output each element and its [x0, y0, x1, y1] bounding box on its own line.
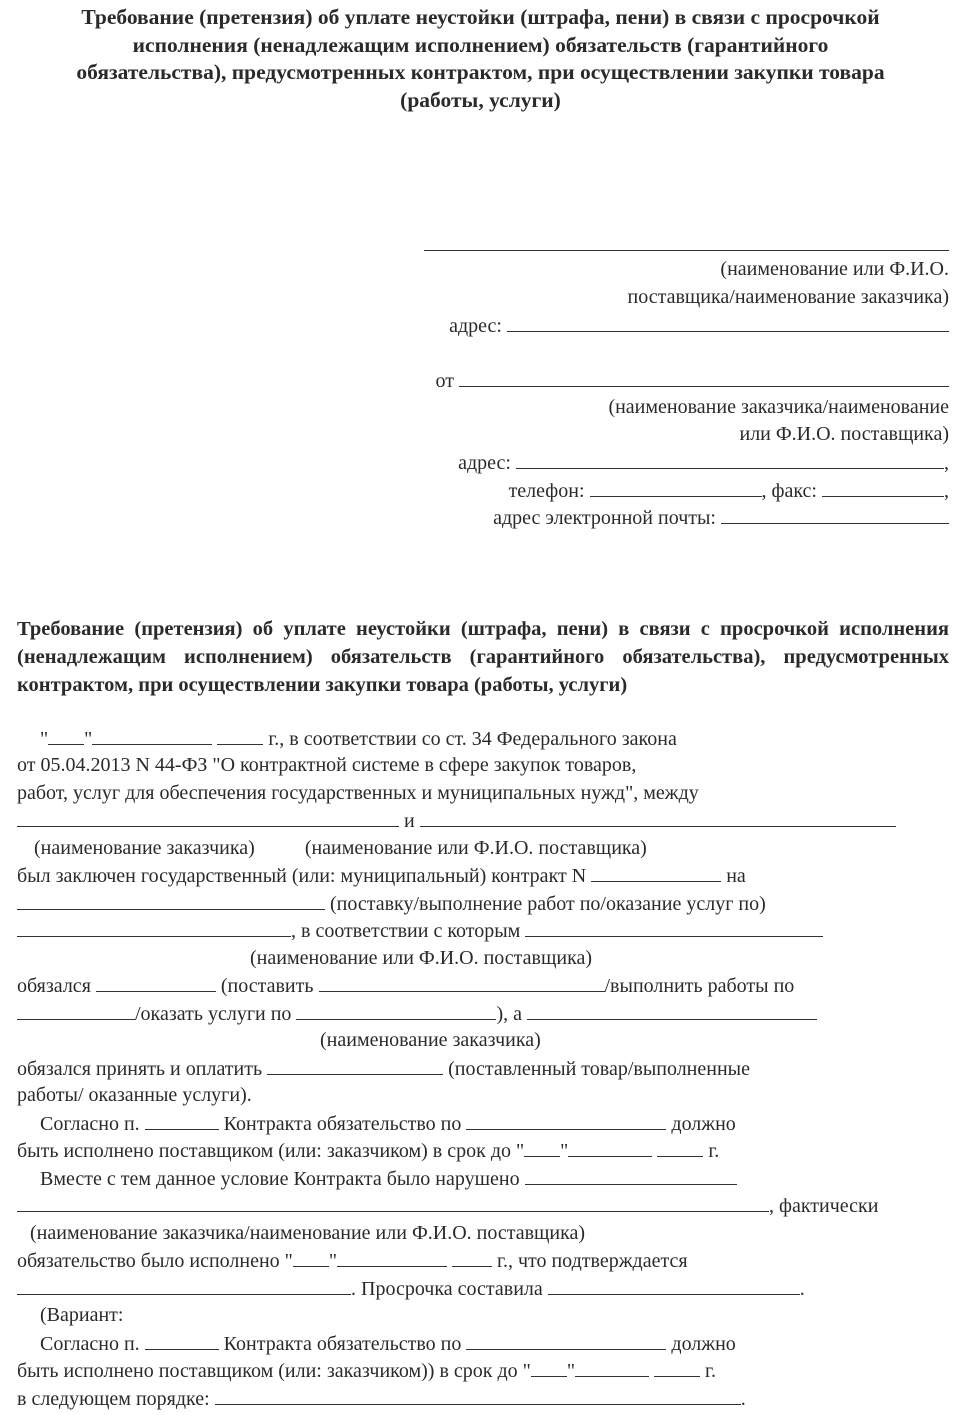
body-line-14: работы/ оказанные услуги). [17, 1084, 252, 1106]
deliver-text: (поставить [220, 975, 314, 997]
perform-text: /выполнить работы по [604, 975, 795, 997]
breach-row [40, 1165, 737, 1193]
confirmed-text: г., что подтверждается [497, 1250, 688, 1272]
period-2: . [740, 1388, 746, 1410]
date-day-field[interactable] [48, 725, 84, 745]
law-reference: г., в соответствии со ст. 34 Федерального закона [268, 728, 677, 750]
actually-row [17, 1192, 878, 1220]
contract-text: был заключен государственный (или: муниципальный) контракт N [17, 865, 587, 887]
body-line-2: от 05.04.2013 N 44-ФЗ "О контрактной системе в сфере закупок товаров, [17, 754, 637, 776]
supplier-name-field-2[interactable] [525, 917, 823, 937]
breach-party-field[interactable] [525, 1165, 737, 1185]
fulfilled-text: обязательство было исполнено " [17, 1250, 293, 1272]
clause-number-field[interactable] [145, 1110, 219, 1130]
quote-close: " [84, 728, 93, 750]
evidence-field[interactable] [17, 1275, 351, 1295]
sender-address-label: адрес: [458, 452, 511, 474]
contract-row [17, 862, 746, 890]
delivered-text: (поставленный товар/выполненные [448, 1058, 750, 1080]
parties-row [17, 807, 896, 835]
date-year-field[interactable] [217, 725, 263, 745]
quote-close-3: " [328, 1250, 337, 1272]
date-row [40, 725, 677, 753]
quote-close-4: " [566, 1360, 575, 1382]
customer-name-field[interactable] [17, 807, 399, 827]
and-a-text: ), а [496, 1003, 522, 1025]
sender-label: от [435, 370, 454, 392]
deadline-row [17, 1137, 719, 1165]
obliged-text: обязался [17, 975, 91, 997]
order-row [17, 1385, 746, 1413]
supplier-hint-2: (наименование или Ф.И.О. поставщика) [250, 947, 593, 969]
deliver-field[interactable] [319, 972, 605, 992]
variant-label: (Вариант: [40, 1304, 124, 1326]
phone-label: телефон: [508, 480, 585, 502]
sender-row [436, 367, 949, 395]
year-abbrev: г. [708, 1140, 720, 1162]
clause-row [40, 1110, 736, 1138]
recipient-name-line [424, 250, 949, 251]
order-field[interactable] [215, 1385, 741, 1405]
customer-hint: (наименование заказчика) [34, 837, 255, 859]
sender-hint-1: (наименование заказчика/наименование [608, 396, 949, 418]
deadline-month-field[interactable] [568, 1137, 652, 1157]
customer-name-field-2[interactable] [527, 1000, 817, 1020]
accordance-row [17, 917, 823, 945]
order-text: в следующем порядке: [17, 1388, 210, 1410]
sender-address-row: адрес: , [458, 449, 949, 477]
parties-hint-row [34, 835, 647, 862]
accordance-text: , в соответствии с которым [291, 920, 521, 942]
deadline-year-field-2[interactable] [654, 1357, 700, 1377]
quote-close-2: " [560, 1140, 569, 1162]
delay-text: . Просрочка составила [351, 1278, 543, 1300]
recipient-address-row [449, 312, 949, 340]
fax-label: , факс: [761, 480, 817, 502]
fulfilled-day-field[interactable] [293, 1247, 329, 1267]
phone-fax-row: телефон: , факс: , [509, 477, 949, 505]
customer-hint-2: (наименование заказчика) [320, 1029, 541, 1051]
sender-name-field[interactable] [459, 367, 949, 387]
party-hint: (наименование заказчика/наименование или Ф.И.О. поставщика) [30, 1222, 586, 1244]
clause-number-field-2[interactable] [145, 1330, 219, 1350]
accept-field[interactable] [267, 1055, 443, 1075]
recipient-name-hint-1: (наименование или Ф.И.О. [720, 258, 949, 280]
works-field[interactable] [17, 1000, 135, 1020]
body-line-3: работ, услуг для обеспечения государственных и муниципальных нужд", между [17, 782, 699, 804]
fulfilled-month-field[interactable] [337, 1247, 447, 1267]
year-abbrev-2: г. [705, 1360, 716, 1382]
supplier-hint: (наименование или Ф.И.О. поставщика) [304, 837, 647, 859]
quote-open: " [40, 728, 49, 750]
accept-row [17, 1055, 750, 1083]
deadline-year-field[interactable] [657, 1137, 703, 1157]
delay-row [17, 1275, 805, 1303]
claim-heading: Требование (претензия) об уплате неустойки (штрафа, пени) в связи с просрочкой исполнения (ненадлежащим исполнением) обязательств (гарантийного обязательства), предусмотренных контрактом, при осуществлении закупки товара (работы, услуги) [17, 618, 949, 696]
page-title: Требование (претензия) об уплате неустойки (штрафа, пени) в связи с просрочкой исполнения (ненадлежащим исполнением) обязательств (гарантийного обязательства), предусмотренных контрактом, при осуществлении закупки товара (работы, услуги) [76, 5, 885, 112]
fax-field[interactable] [822, 477, 944, 497]
deadline-day-field[interactable] [524, 1137, 560, 1157]
period: . [799, 1278, 805, 1300]
phone-field[interactable] [590, 477, 762, 497]
clause-obligation-text-2: Контракта обязательство по [223, 1333, 462, 1355]
clause-row-2 [40, 1330, 736, 1358]
breach-party-cont-field[interactable] [17, 1192, 769, 1212]
recipient-address-label: адрес: [449, 315, 502, 337]
supplier-name-field[interactable] [420, 807, 896, 827]
must-text-2: должно [671, 1333, 736, 1355]
fulfilled-row [17, 1247, 688, 1275]
on-word: на [726, 865, 746, 887]
deadline-text-2: быть исполнено поставщиком (или: заказчиком)) в срок до " [17, 1360, 531, 1382]
actually-text: , фактически [769, 1195, 879, 1217]
clause-obligation-field-2[interactable] [466, 1330, 666, 1350]
email-field[interactable] [721, 504, 949, 524]
and-word: и [404, 810, 415, 832]
clause-text-2: Согласно п. [40, 1333, 140, 1355]
deadline-row-2 [17, 1357, 716, 1385]
sender-hint-2: или Ф.И.О. поставщика) [739, 423, 949, 445]
clause-obligation-field[interactable] [466, 1110, 666, 1130]
obligation-field[interactable] [96, 972, 216, 992]
subject-cont-field[interactable] [17, 917, 291, 937]
obligation-row [17, 972, 794, 1000]
deadline-day-field-2[interactable] [531, 1357, 567, 1377]
services-field[interactable] [296, 1000, 496, 1020]
email-row [493, 504, 949, 532]
subject-field[interactable] [17, 890, 325, 910]
delay-field[interactable] [548, 1275, 800, 1295]
email-label: адрес электронной почты: [493, 507, 716, 529]
date-month-field[interactable] [92, 725, 212, 745]
sender-address-field[interactable] [516, 449, 944, 469]
contract-number-field[interactable] [591, 862, 721, 882]
deadline-month-field-2[interactable] [575, 1357, 649, 1377]
breach-text: Вместе с тем данное условие Контракта было нарушено [40, 1168, 520, 1190]
accept-text: обязался принять и оплатить [17, 1058, 263, 1080]
services-row [17, 1000, 817, 1028]
must-text: должно [671, 1113, 736, 1135]
services-text: /оказать услуги по [135, 1003, 292, 1025]
clause-obligation-text: Контракта обязательство по [223, 1113, 462, 1135]
deadline-text: быть исполнено поставщиком (или: заказчиком) в срок до " [17, 1140, 525, 1162]
recipient-name-hint-2: поставщика/наименование заказчика) [627, 286, 949, 308]
subject-hint: (поставку/выполнение работ по/оказание услуг по) [330, 893, 766, 915]
subject-row [17, 890, 766, 918]
clause-text: Согласно п. [40, 1113, 140, 1135]
fulfilled-year-field[interactable] [452, 1247, 492, 1267]
recipient-address-field[interactable] [507, 312, 949, 332]
